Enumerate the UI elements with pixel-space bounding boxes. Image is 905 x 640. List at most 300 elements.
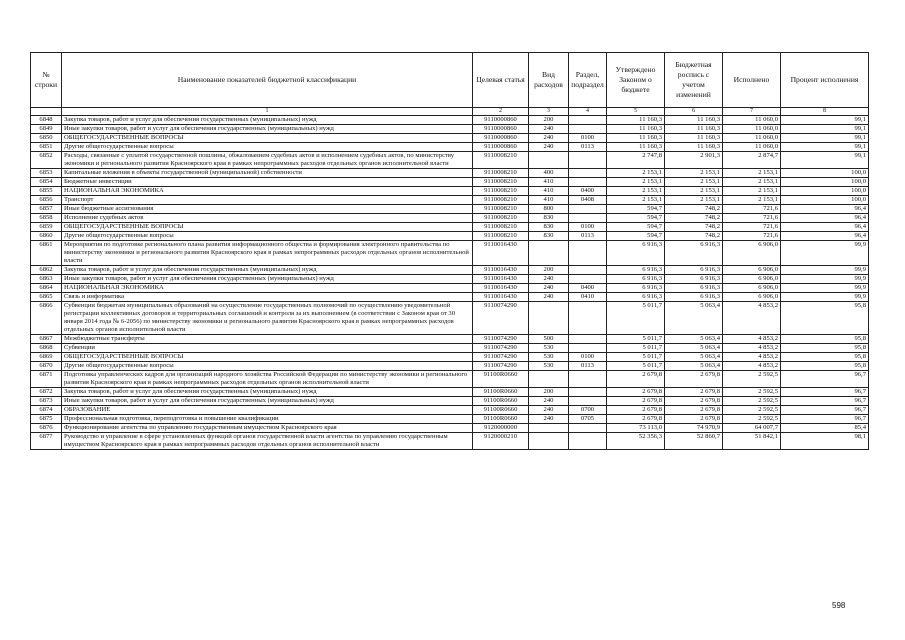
indicator-name: Профессиональная подготовка, переподготовка и повышение квалификации bbox=[62, 415, 473, 424]
execution-percent: 100,0 bbox=[781, 178, 869, 187]
table-row bbox=[31, 335, 869, 344]
target-article: 9110016430 bbox=[473, 241, 529, 266]
section-code: 0705 bbox=[569, 415, 607, 424]
executed-amount: 2 592,5 bbox=[723, 371, 781, 388]
indicator-name: Закупка товаров, работ и услуг для обеспечения государственных (муниципальных) нужд bbox=[62, 116, 473, 125]
budget-roll-amount: 748,2 bbox=[665, 223, 723, 232]
expense-type: 800 bbox=[529, 205, 569, 214]
budget-roll-amount: 52 860,7 bbox=[665, 433, 723, 450]
target-article: 9110000860 bbox=[473, 134, 529, 143]
execution-percent: 99,1 bbox=[781, 152, 869, 169]
executed-amount: 2 592,5 bbox=[723, 397, 781, 406]
table-row bbox=[31, 433, 869, 450]
execution-percent: 100,0 bbox=[781, 187, 869, 196]
indicator-name: Связь и информатика bbox=[62, 293, 473, 302]
section-code bbox=[569, 152, 607, 169]
execution-percent: 99,1 bbox=[781, 125, 869, 134]
indicator-name: Другие общегосударственные вопросы bbox=[62, 143, 473, 152]
budget-roll-amount: 11 160,3 bbox=[665, 134, 723, 143]
header-budget-roll: Бюджетная роспись с учетом изменений bbox=[665, 53, 723, 108]
table-row bbox=[31, 187, 869, 196]
executed-amount: 6 906,0 bbox=[723, 275, 781, 284]
executed-amount: 721,6 bbox=[723, 214, 781, 223]
section-code bbox=[569, 335, 607, 344]
budget-roll-amount: 2 153,1 bbox=[665, 169, 723, 178]
indicator-name: Субвенции бюджетам муниципальных образований на осуществление государственных полномочий по осуществлению уведомительной регистрации коллективных договоров и территориальных соглашений и контроля за их выполнением (в соответствии с Законом края от 30 января 2014 года № 6-2056) по министерству экономики и регионального развития Красноярского края в рамках непрограммных расходов отдельных органов исполнительной власти bbox=[62, 302, 473, 335]
budget-roll-amount: 2 679,8 bbox=[665, 388, 723, 397]
target-article: 9110074290 bbox=[473, 302, 529, 335]
table-row bbox=[31, 397, 869, 406]
row-number: 6848 bbox=[31, 116, 62, 125]
execution-percent: 99,9 bbox=[781, 241, 869, 266]
indicator-name: Другие общегосударственные вопросы bbox=[62, 362, 473, 371]
row-number: 6859 bbox=[31, 223, 62, 232]
indicator-name: Другие общегосударственные вопросы bbox=[62, 232, 473, 241]
row-number: 6862 bbox=[31, 266, 62, 275]
budget-roll-amount: 6 916,3 bbox=[665, 293, 723, 302]
target-article: 91100R0660 bbox=[473, 371, 529, 388]
expense-type: 830 bbox=[529, 232, 569, 241]
expense-type bbox=[529, 433, 569, 450]
table-row bbox=[31, 302, 869, 335]
indicator-name: Исполнение судебных актов bbox=[62, 214, 473, 223]
row-number: 6858 bbox=[31, 214, 62, 223]
expense-type: 240 bbox=[529, 406, 569, 415]
approved-amount: 2 153,1 bbox=[607, 187, 665, 196]
column-number: 6 bbox=[665, 108, 723, 116]
expense-type bbox=[529, 371, 569, 388]
section-code: 0400 bbox=[569, 284, 607, 293]
executed-amount: 2 153,1 bbox=[723, 187, 781, 196]
row-number: 6877 bbox=[31, 433, 62, 450]
target-article: 9110008210 bbox=[473, 196, 529, 205]
row-number: 6856 bbox=[31, 196, 62, 205]
row-number: 6866 bbox=[31, 302, 62, 335]
executed-amount: 6 906,0 bbox=[723, 266, 781, 275]
row-number: 6857 bbox=[31, 205, 62, 214]
expense-type: 200 bbox=[529, 266, 569, 275]
execution-percent: 96,7 bbox=[781, 406, 869, 415]
table-row bbox=[31, 223, 869, 232]
executed-amount: 64 007,7 bbox=[723, 424, 781, 433]
table-row bbox=[31, 424, 869, 433]
indicator-name: Закупка товаров, работ и услуг для обеспечения государственных (муниципальных) нужд bbox=[62, 266, 473, 275]
approved-amount: 6 916,3 bbox=[607, 275, 665, 284]
budget-roll-amount: 2 679,8 bbox=[665, 371, 723, 388]
executed-amount: 2 153,1 bbox=[723, 196, 781, 205]
row-number: 6864 bbox=[31, 284, 62, 293]
section-code bbox=[569, 424, 607, 433]
expense-type: 240 bbox=[529, 293, 569, 302]
section-code bbox=[569, 302, 607, 335]
indicator-name: НАЦИОНАЛЬНАЯ ЭКОНОМИКА bbox=[62, 187, 473, 196]
budget-roll-amount: 11 160,3 bbox=[665, 143, 723, 152]
executed-amount: 4 853,2 bbox=[723, 353, 781, 362]
expense-type: 200 bbox=[529, 388, 569, 397]
budget-roll-amount: 748,2 bbox=[665, 214, 723, 223]
header-section: Раздел, подраздел bbox=[569, 53, 607, 108]
approved-amount: 2 747,8 bbox=[607, 152, 665, 169]
indicator-name: Межбюджетные трансферты bbox=[62, 335, 473, 344]
executed-amount: 4 853,2 bbox=[723, 302, 781, 335]
header-target-article: Целевая статья bbox=[473, 53, 529, 108]
budget-roll-amount: 5 063,4 bbox=[665, 335, 723, 344]
table-row bbox=[31, 241, 869, 266]
budget-roll-amount: 748,2 bbox=[665, 205, 723, 214]
executed-amount: 2 153,1 bbox=[723, 178, 781, 187]
table-row bbox=[31, 214, 869, 223]
expense-type: 240 bbox=[529, 284, 569, 293]
column-number: 1 bbox=[62, 108, 473, 116]
execution-percent: 95,8 bbox=[781, 362, 869, 371]
execution-percent: 95,8 bbox=[781, 302, 869, 335]
header-percent: Процент исполнения bbox=[781, 53, 869, 108]
expense-type: 530 bbox=[529, 353, 569, 362]
executed-amount: 4 853,2 bbox=[723, 344, 781, 353]
approved-amount: 2 153,1 bbox=[607, 196, 665, 205]
column-number: 2 bbox=[473, 108, 529, 116]
target-article: 91100R0660 bbox=[473, 388, 529, 397]
column-number: 5 bbox=[607, 108, 665, 116]
expense-type: 240 bbox=[529, 143, 569, 152]
executed-amount: 2 153,1 bbox=[723, 169, 781, 178]
table-row bbox=[31, 205, 869, 214]
executed-amount: 721,6 bbox=[723, 232, 781, 241]
execution-percent: 85,4 bbox=[781, 424, 869, 433]
indicator-name: Закупка товаров, работ и услуг для обеспечения государственных (муниципальных) нужд bbox=[62, 388, 473, 397]
expense-type: 410 bbox=[529, 196, 569, 205]
row-number: 6871 bbox=[31, 371, 62, 388]
execution-percent: 95,8 bbox=[781, 335, 869, 344]
row-number: 6867 bbox=[31, 335, 62, 344]
section-code: 0113 bbox=[569, 143, 607, 152]
execution-percent: 96,4 bbox=[781, 223, 869, 232]
row-number: 6869 bbox=[31, 353, 62, 362]
indicator-name: Капитальные вложения в объекты государственной (муниципальной) собственности bbox=[62, 169, 473, 178]
row-number: 6849 bbox=[31, 125, 62, 134]
target-article: 9110008210 bbox=[473, 205, 529, 214]
table-row bbox=[31, 344, 869, 353]
section-code: 0100 bbox=[569, 134, 607, 143]
indicator-name: Иные закупки товаров, работ и услуг для обеспечения государственных (муниципальных) нужд bbox=[62, 125, 473, 134]
indicator-name: Иные закупки товаров, работ и услуг для обеспечения государственных (муниципальных) нужд bbox=[62, 275, 473, 284]
section-code: 0113 bbox=[569, 362, 607, 371]
table-row bbox=[31, 388, 869, 397]
budget-roll-amount: 748,2 bbox=[665, 232, 723, 241]
executed-amount: 721,6 bbox=[723, 223, 781, 232]
target-article: 9110016430 bbox=[473, 293, 529, 302]
column-number: 8 bbox=[781, 108, 869, 116]
execution-percent: 99,1 bbox=[781, 134, 869, 143]
section-code bbox=[569, 214, 607, 223]
section-code: 0700 bbox=[569, 406, 607, 415]
target-article: 9110074290 bbox=[473, 353, 529, 362]
target-article: 9110000860 bbox=[473, 125, 529, 134]
approved-amount: 6 916,3 bbox=[607, 293, 665, 302]
page-number: 598 bbox=[832, 601, 846, 610]
executed-amount: 4 853,2 bbox=[723, 335, 781, 344]
section-code: 0400 bbox=[569, 187, 607, 196]
approved-amount: 2 679,8 bbox=[607, 371, 665, 388]
expense-type: 410 bbox=[529, 187, 569, 196]
section-code: 0408 bbox=[569, 196, 607, 205]
approved-amount: 73 113,0 bbox=[607, 424, 665, 433]
budget-roll-amount: 6 916,3 bbox=[665, 241, 723, 266]
approved-amount: 52 356,3 bbox=[607, 433, 665, 450]
row-number: 6863 bbox=[31, 275, 62, 284]
section-code: 0100 bbox=[569, 223, 607, 232]
approved-amount: 2 679,8 bbox=[607, 388, 665, 397]
indicator-name: НАЦИОНАЛЬНАЯ ЭКОНОМИКА bbox=[62, 284, 473, 293]
indicator-name: Функционирование агентства по управлению государственным имуществом Красноярского края bbox=[62, 424, 473, 433]
approved-amount: 11 160,3 bbox=[607, 116, 665, 125]
approved-amount: 11 160,3 bbox=[607, 143, 665, 152]
section-code bbox=[569, 275, 607, 284]
header-expense-type: Вид расходов bbox=[529, 53, 569, 108]
approved-amount: 2 679,8 bbox=[607, 406, 665, 415]
section-code bbox=[569, 266, 607, 275]
expense-type: 240 bbox=[529, 415, 569, 424]
budget-roll-amount: 2 153,1 bbox=[665, 187, 723, 196]
execution-percent: 96,4 bbox=[781, 214, 869, 223]
execution-percent: 99,9 bbox=[781, 293, 869, 302]
approved-amount: 594,7 bbox=[607, 205, 665, 214]
indicator-name: ОБРАЗОВАНИЕ bbox=[62, 406, 473, 415]
table-row bbox=[31, 196, 869, 205]
expense-type: 240 bbox=[529, 125, 569, 134]
approved-amount: 6 916,3 bbox=[607, 241, 665, 266]
section-code bbox=[569, 433, 607, 450]
budget-roll-amount: 6 916,3 bbox=[665, 275, 723, 284]
header-row bbox=[31, 53, 869, 108]
row-number: 6861 bbox=[31, 241, 62, 266]
section-code bbox=[569, 397, 607, 406]
target-article: 9110008210 bbox=[473, 169, 529, 178]
indicator-name: ОБЩЕГОСУДАРСТВЕННЫЕ ВОПРОСЫ bbox=[62, 223, 473, 232]
section-code bbox=[569, 178, 607, 187]
row-number: 6865 bbox=[31, 293, 62, 302]
table-row bbox=[31, 371, 869, 388]
section-code bbox=[569, 344, 607, 353]
expense-type: 200 bbox=[529, 116, 569, 125]
expense-type: 240 bbox=[529, 134, 569, 143]
execution-percent: 96,7 bbox=[781, 397, 869, 406]
table-body bbox=[31, 116, 869, 450]
indicator-name: Мероприятия по подготовке регионального плана развития информационного общества и формирования электронного правительства по министерству экономики и регионального развития Красноярского края в рамках непрограммных расходов отдельных органов исполнительной власти bbox=[62, 241, 473, 266]
table-row bbox=[31, 134, 869, 143]
row-number: 6875 bbox=[31, 415, 62, 424]
budget-roll-amount: 5 063,4 bbox=[665, 344, 723, 353]
budget-roll-amount: 2 901,3 bbox=[665, 152, 723, 169]
target-article: 9110000860 bbox=[473, 116, 529, 125]
row-number: 6854 bbox=[31, 178, 62, 187]
target-article: 9110016430 bbox=[473, 266, 529, 275]
section-code: 0410 bbox=[569, 293, 607, 302]
target-article: 9110074290 bbox=[473, 344, 529, 353]
row-number: 6870 bbox=[31, 362, 62, 371]
indicator-name: Иные закупки товаров, работ и услуг для обеспечения государственных (муниципальных) нужд bbox=[62, 397, 473, 406]
indicator-name: Подготовка управленческих кадров для организаций народного хозяйства Российской Федерации по министерству экономики и регионального развития Красноярского края в рамках непрограммных расходов отдельных органов исполнительной власти bbox=[62, 371, 473, 388]
execution-percent: 100,0 bbox=[781, 169, 869, 178]
approved-amount: 5 011,7 bbox=[607, 353, 665, 362]
indicator-name: Расходы, связанные с уплатой государственной пошлины, обжалованием судебных актов и исполнением судебных актов, по министерству экономики и регионального развития Красноярского края в рамках непрограммных расходов отдельных органов исполнительной власти bbox=[62, 152, 473, 169]
approved-amount: 2 679,8 bbox=[607, 415, 665, 424]
table-row bbox=[31, 169, 869, 178]
execution-percent: 96,7 bbox=[781, 371, 869, 388]
indicator-name: ОБЩЕГОСУДАРСТВЕННЫЕ ВОПРОСЫ bbox=[62, 353, 473, 362]
approved-amount: 2 679,8 bbox=[607, 397, 665, 406]
column-number: 4 bbox=[569, 108, 607, 116]
budget-roll-amount: 5 063,4 bbox=[665, 353, 723, 362]
table-row bbox=[31, 293, 869, 302]
target-article: 9120000000 bbox=[473, 424, 529, 433]
execution-percent: 96,4 bbox=[781, 205, 869, 214]
expense-type: 530 bbox=[529, 344, 569, 353]
table-row bbox=[31, 362, 869, 371]
executed-amount: 2 592,5 bbox=[723, 415, 781, 424]
column-number bbox=[31, 108, 62, 116]
table-row bbox=[31, 232, 869, 241]
expense-type: 410 bbox=[529, 178, 569, 187]
approved-amount: 6 916,3 bbox=[607, 284, 665, 293]
table-row bbox=[31, 266, 869, 275]
execution-percent: 100,0 bbox=[781, 196, 869, 205]
budget-roll-amount: 2 679,8 bbox=[665, 415, 723, 424]
approved-amount: 2 153,1 bbox=[607, 169, 665, 178]
approved-amount: 594,7 bbox=[607, 232, 665, 241]
section-code bbox=[569, 125, 607, 134]
execution-percent: 99,9 bbox=[781, 284, 869, 293]
target-article: 9110000860 bbox=[473, 143, 529, 152]
approved-amount: 5 011,7 bbox=[607, 362, 665, 371]
header-approved: Утверждено Законом о бюджете bbox=[607, 53, 665, 108]
executed-amount: 721,6 bbox=[723, 205, 781, 214]
target-article: 9110074290 bbox=[473, 362, 529, 371]
executed-amount: 11 060,0 bbox=[723, 134, 781, 143]
expense-type: 400 bbox=[529, 169, 569, 178]
target-article: 9110008210 bbox=[473, 223, 529, 232]
executed-amount: 2 592,5 bbox=[723, 388, 781, 397]
approved-amount: 594,7 bbox=[607, 214, 665, 223]
target-article: 9110008210 bbox=[473, 152, 529, 169]
budget-roll-amount: 2 153,1 bbox=[665, 196, 723, 205]
executed-amount: 11 060,0 bbox=[723, 116, 781, 125]
execution-percent: 96,4 bbox=[781, 232, 869, 241]
execution-percent: 98,1 bbox=[781, 433, 869, 450]
expense-type: 830 bbox=[529, 214, 569, 223]
header-name: Наименование показателей бюджетной классификации bbox=[62, 53, 473, 108]
section-code bbox=[569, 241, 607, 266]
execution-percent: 99,1 bbox=[781, 116, 869, 125]
table-row bbox=[31, 406, 869, 415]
budget-roll-amount: 11 160,3 bbox=[665, 125, 723, 134]
section-code bbox=[569, 371, 607, 388]
budget-roll-amount: 2 679,8 bbox=[665, 397, 723, 406]
section-code bbox=[569, 388, 607, 397]
expense-type: 240 bbox=[529, 397, 569, 406]
header-row-number: № строки bbox=[31, 53, 62, 108]
row-number: 6853 bbox=[31, 169, 62, 178]
budget-roll-amount: 5 063,4 bbox=[665, 302, 723, 335]
executed-amount: 6 906,0 bbox=[723, 241, 781, 266]
budget-roll-amount: 2 679,8 bbox=[665, 406, 723, 415]
budget-roll-amount: 6 916,3 bbox=[665, 284, 723, 293]
table-row bbox=[31, 353, 869, 362]
column-number: 7 bbox=[723, 108, 781, 116]
table-row bbox=[31, 178, 869, 187]
budget-roll-amount: 74 970,9 bbox=[665, 424, 723, 433]
execution-percent: 99,1 bbox=[781, 143, 869, 152]
indicator-name: Субвенции bbox=[62, 344, 473, 353]
row-number: 6874 bbox=[31, 406, 62, 415]
execution-percent: 96,7 bbox=[781, 388, 869, 397]
column-number: 3 bbox=[529, 108, 569, 116]
target-article: 9110008210 bbox=[473, 178, 529, 187]
budget-roll-amount: 5 063,4 bbox=[665, 362, 723, 371]
executed-amount: 51 842,1 bbox=[723, 433, 781, 450]
row-number: 6868 bbox=[31, 344, 62, 353]
expense-type: 530 bbox=[529, 362, 569, 371]
section-code bbox=[569, 169, 607, 178]
executed-amount: 2 592,5 bbox=[723, 406, 781, 415]
expense-type bbox=[529, 152, 569, 169]
target-article: 9110008210 bbox=[473, 187, 529, 196]
executed-amount: 6 906,0 bbox=[723, 293, 781, 302]
column-number-row bbox=[31, 108, 869, 116]
target-article: 9110008210 bbox=[473, 214, 529, 223]
indicator-name: Бюджетные инвестиции bbox=[62, 178, 473, 187]
expense-type bbox=[529, 302, 569, 335]
section-code: 0100 bbox=[569, 353, 607, 362]
indicator-name: Руководство и управление в сфере установленных функций органов государственной власти агентства по управлению государственным имуществом Красноярского края в рамках непрограммных расходов отдельных органов исполнительной власти bbox=[62, 433, 473, 450]
row-number: 6852 bbox=[31, 152, 62, 169]
indicator-name: ОБЩЕГОСУДАРСТВЕННЫЕ ВОПРОСЫ bbox=[62, 134, 473, 143]
executed-amount: 6 906,0 bbox=[723, 284, 781, 293]
executed-amount: 11 060,0 bbox=[723, 125, 781, 134]
expense-type bbox=[529, 241, 569, 266]
section-code: 0113 bbox=[569, 232, 607, 241]
section-code bbox=[569, 205, 607, 214]
execution-percent: 96,7 bbox=[781, 415, 869, 424]
row-number: 6851 bbox=[31, 143, 62, 152]
executed-amount: 4 853,2 bbox=[723, 362, 781, 371]
approved-amount: 5 011,7 bbox=[607, 344, 665, 353]
table-row bbox=[31, 143, 869, 152]
target-article: 91100R0660 bbox=[473, 397, 529, 406]
row-number: 6860 bbox=[31, 232, 62, 241]
table-row bbox=[31, 152, 869, 169]
execution-percent: 95,8 bbox=[781, 353, 869, 362]
target-article: 9120000210 bbox=[473, 433, 529, 450]
approved-amount: 5 011,7 bbox=[607, 302, 665, 335]
table-row bbox=[31, 415, 869, 424]
approved-amount: 594,7 bbox=[607, 223, 665, 232]
row-number: 6873 bbox=[31, 397, 62, 406]
target-article: 9110016430 bbox=[473, 284, 529, 293]
execution-percent: 95,8 bbox=[781, 344, 869, 353]
row-number: 6876 bbox=[31, 424, 62, 433]
approved-amount: 11 160,3 bbox=[607, 134, 665, 143]
executed-amount: 11 060,0 bbox=[723, 143, 781, 152]
expense-type: 240 bbox=[529, 275, 569, 284]
approved-amount: 5 011,7 bbox=[607, 335, 665, 344]
section-code bbox=[569, 116, 607, 125]
budget-roll-amount: 2 153,1 bbox=[665, 178, 723, 187]
table-row bbox=[31, 125, 869, 134]
target-article: 91100R0660 bbox=[473, 415, 529, 424]
header-executed: Исполнено bbox=[723, 53, 781, 108]
approved-amount: 11 160,3 bbox=[607, 125, 665, 134]
